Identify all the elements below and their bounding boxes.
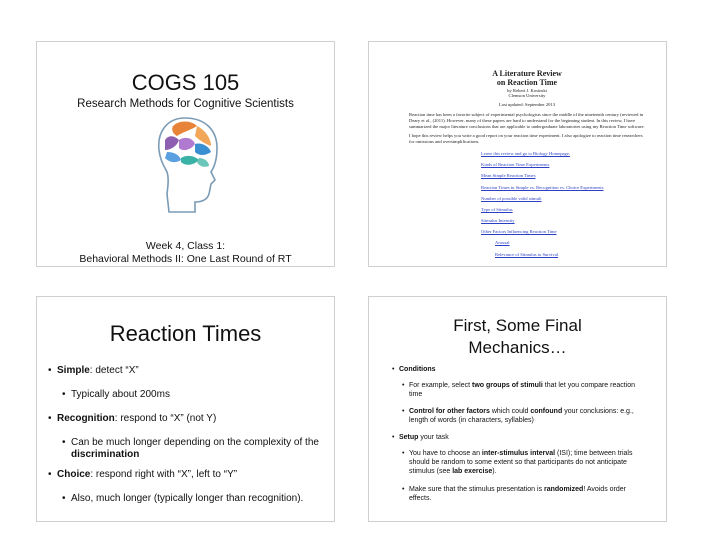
bullet-icon: • (48, 413, 52, 424)
bullet-icon: • (62, 437, 66, 448)
doc-link[interactable]: Mean Simple Reaction Times (481, 173, 536, 179)
list-item: • Can be much longer depending on the complexity of the discrimination (62, 437, 319, 460)
doc-updated: Last updated: September 2013 (498, 102, 555, 108)
doc-sublink[interactable]: Arousal (495, 240, 510, 246)
list-item: • For example, select two groups of stimuli that let you compare reaction time (402, 382, 636, 398)
doc-sublink[interactable]: Relevance of Stimulus to Survival (495, 251, 559, 257)
doc-author: by Robert J. Kosinski (507, 87, 547, 93)
doc-title-1: A Literature Review (492, 69, 562, 78)
list-item: • Typically about 200ms (62, 389, 170, 400)
bullet-icon: • (402, 408, 405, 415)
bullet-icon: • (62, 389, 66, 400)
list-item: • Make sure that the stimulus presentation is randomized! Avoids order effects. (402, 486, 626, 502)
list-item: • Simple: detect “X” (48, 365, 139, 376)
list-item: • Choice: respond right with “X”, left to “Y” (48, 469, 238, 480)
slide-reaction-times[interactable] (36, 296, 335, 522)
slide-final-mechanics[interactable] (368, 296, 667, 522)
final-mechanics-title: First, Some Final Mechanics… (453, 316, 582, 357)
doc-paragraph-2: I hope this review helps you write a good report on your reaction time experiment. I also apologize to reaction time researchers for omissions and oversimplifications. (409, 133, 643, 145)
doc-link[interactable]: Other Factors Influencing Reaction Time (481, 229, 557, 235)
bullet-icon: • (48, 469, 52, 480)
doc-link[interactable]: Type of Stimulus (481, 206, 513, 212)
doc-links (409, 151, 645, 257)
doc-link[interactable]: Kinds of Reaction Time Experiments (481, 162, 550, 168)
doc-link[interactable]: Number of possible valid stimuli (481, 195, 542, 201)
list-item: • Recognition: respond to “X” (not Y) (48, 413, 217, 424)
slide-title[interactable] (36, 41, 335, 267)
doc-link[interactable]: Reaction Times in Simple vs. Recognition vs. Choice Experiments (481, 184, 604, 190)
list-item: • You have to choose an inter-stimulus interval (ISI); time between trials should be random to some extent so that participants do not anticipate stimulus (see lab exercise). (402, 450, 633, 475)
class-info (37, 240, 334, 266)
doc-link[interactable]: Stimulus Intensity (481, 218, 515, 224)
list-item: • Also, much longer (typically longer than recognition). (62, 493, 304, 504)
literature-review-document (409, 70, 645, 263)
bullet-icon: • (392, 366, 395, 373)
bullet-icon: • (392, 434, 395, 441)
brain-head-icon (155, 114, 221, 214)
doc-title-2: on Reaction Time (496, 77, 558, 87)
bullet-icon: • (62, 493, 66, 504)
bullet-icon: • (402, 450, 405, 457)
doc-paragraph-1: Reaction time has been a favorite subject of experimental psychologists since the middle of the nineteenth century (reviewed in Deary et al., (2011). However, many of these papers are hard to understand for the beginning student. In this review, I have summarized the major literature conclusions that are applicable to undergraduate laboratories using my Reaction Time software. (409, 111, 645, 129)
bullet-icon: • (48, 365, 52, 376)
list-item: • Conditions (392, 366, 436, 373)
doc-link[interactable]: Leave this review and go to Biology Homepage. (481, 150, 571, 156)
class-week: Week 4, Class 1: (145, 240, 226, 252)
list-item: • Control for other factors which could confound your conclusions: e.g., length of words (in characters, syllables) (402, 408, 634, 424)
doc-university: Clemson University (508, 93, 546, 99)
reaction-times-title: Reaction Times (109, 321, 262, 346)
slide-subtitle: Research Methods for Cognitive Scientists (77, 98, 294, 110)
list-item: • Setup your task (392, 434, 449, 441)
bullet-icon: • (402, 486, 405, 493)
bullet-icon: • (402, 382, 405, 389)
slide-literature-review[interactable] (368, 41, 667, 267)
slide-title-heading: COGS 105 (131, 70, 240, 95)
class-topic: Behavioral Methods II: One Last Round of RT (79, 253, 292, 265)
